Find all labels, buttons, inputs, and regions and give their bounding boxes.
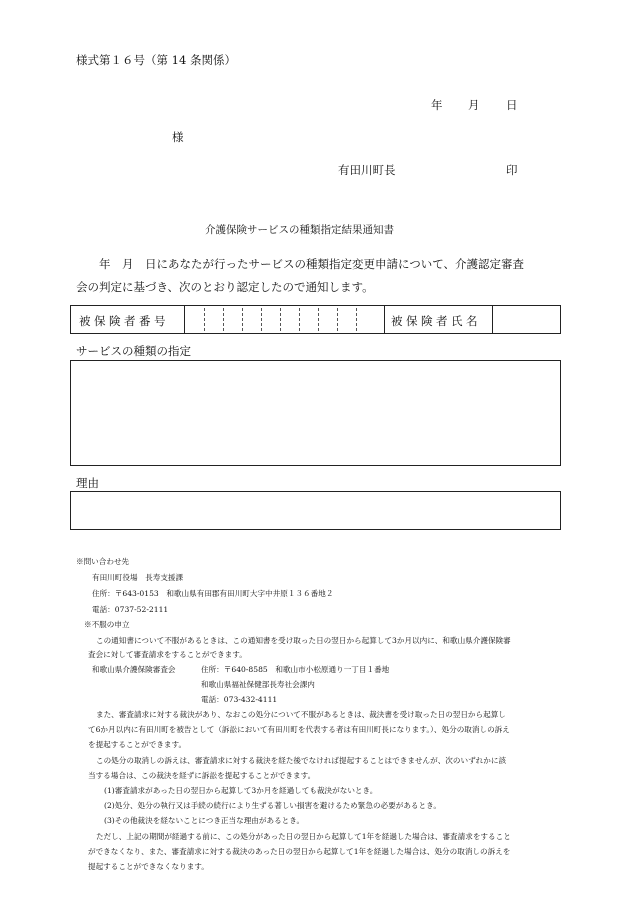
date-month: 月 [468, 98, 480, 112]
paragraph-3a: この処分の取消しの訴えは、審査請求に対する裁決を経た後でなければ提起することはできませんが、次のいずれかに該 [96, 756, 507, 765]
condition-item-1: (1)審査請求があった日の翌日から起算して3か月を経過しても裁決がないとき。 [104, 786, 378, 795]
appeal-text-1a: この通知書について不服があるときは、この通知書を受け取った日の翌日から起算して3か月以内に、和歌山県介護保険審 [96, 636, 511, 645]
form-number: 様式第１６号（第 14 条関係） [76, 53, 236, 67]
recipient-suffix: 様 [172, 130, 184, 144]
review-board-dept: 和歌山県福祉保健部長寿社会課内 [201, 680, 315, 689]
paragraph-3b: 当する場合は、この裁決を経ずに訴訟を提起することができます。 [88, 771, 316, 780]
contact-heading: ※問い合わせ先 [76, 557, 130, 566]
paragraph-4b: ができなくなり、また、審査請求に対する裁決のあった日の翌日から起算して1年を経過した場合は、処分の取消しの訴えを [88, 847, 511, 856]
date-day: 日 [506, 98, 518, 112]
issuer-name: 有田川町長 [338, 163, 396, 177]
condition-item-2: (2)処分、処分の執行又は手続の続行により生ずる著しい損害を避けるため緊急の必要があるとき。 [104, 801, 441, 810]
reason-label: 理由 [76, 476, 99, 490]
insured-name-field[interactable] [493, 306, 560, 333]
body-line-1: 年 月 日にあなたが行ったサービスの種類指定変更申請について、介護認定審査 [76, 257, 525, 271]
insured-info-table [70, 305, 561, 334]
service-designation-box[interactable] [70, 360, 561, 466]
service-section-label: サービスの種類の指定 [76, 344, 191, 358]
appeal-heading: ※不服の申立 [84, 620, 130, 629]
paragraph-4a: ただし、上記の期間が経過する前に、この処分があった日の翌日から起算して1年を経過した場合は、審査請求をすること [96, 832, 511, 841]
body-line-2: 会の判定に基づき、次のとおり認定したので通知します。 [76, 280, 374, 294]
contact-office: 有田川町役場 長寿支援課 [92, 573, 184, 582]
insured-number-label-cell [71, 306, 185, 333]
contact-address: 住所：〒643-0153 和歌山県有田郡有田川町大字中井原１３６番地２ [92, 589, 334, 598]
seal-mark: 印 [506, 163, 518, 177]
contact-phone: 電話：0737-52-2111 [92, 605, 169, 614]
paragraph-4c: 提起することができなくなります。 [88, 862, 209, 871]
insured-number-field[interactable] [185, 306, 385, 333]
digit-dividers [185, 306, 384, 333]
paragraph-2a: また、審査請求に対する裁決があり、なおこの処分について不服があるときは、裁決書を受け取った日の翌日から起算し [96, 710, 506, 719]
insured-name-label: 被保険者氏名 [391, 314, 481, 328]
paragraph-2c: を提起することができます。 [88, 740, 187, 749]
date-year: 年 [431, 98, 443, 112]
condition-item-3: (3)その他裁決を経ないことにつき正当な理由があるとき。 [104, 816, 305, 825]
reason-box[interactable] [70, 491, 561, 530]
document-title: 介護保険サービスの種類指定結果通知書 [205, 224, 394, 236]
paragraph-2b: て6か月以内に有田川町を被告として（訴訟において有田川町を代表する者は有田川町長になります。）、処分の取消しの訴え [88, 725, 510, 734]
review-board-name: 和歌山県介護保険審査会 [92, 665, 176, 674]
appeal-text-1b: 査会に対して審査請求をすることができます。 [88, 650, 247, 659]
insured-number-label: 被保険者番号 [79, 314, 169, 328]
review-board-phone: 電話：073-432-4111 [201, 695, 278, 704]
insured-name-label-cell [385, 306, 493, 333]
review-board-address: 住所：〒640-8585 和歌山市小松原通り一丁目１番地 [201, 665, 390, 674]
